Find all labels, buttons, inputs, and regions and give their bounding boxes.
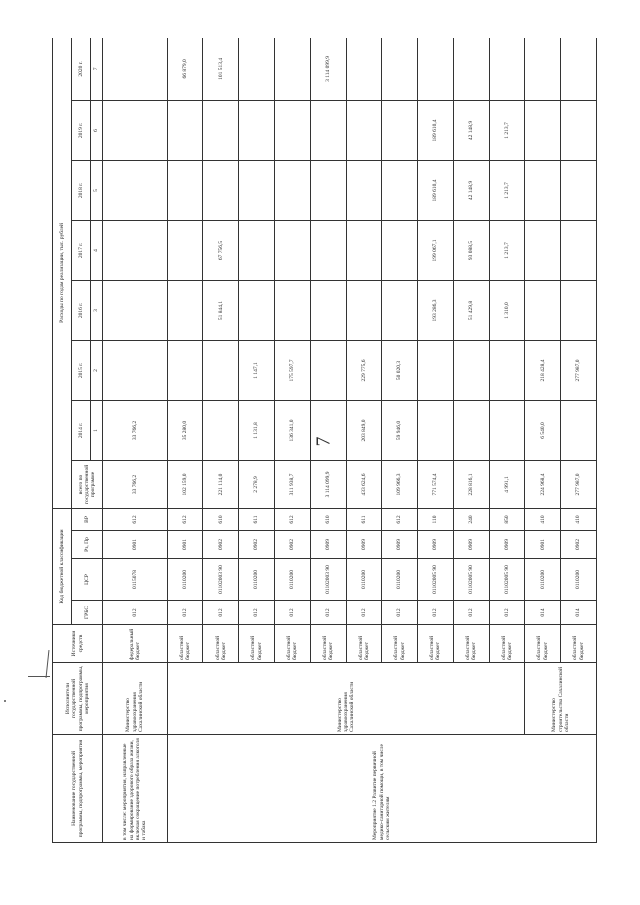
cell-2016: 193 286,3 <box>418 280 454 340</box>
cell-2019: 42 148,9 <box>453 100 489 160</box>
cell-2014 <box>418 400 454 460</box>
cell-2017: 1 213,7 <box>489 220 525 280</box>
cell-executor: Министерство здравоохранения Сахалинской области <box>103 663 168 735</box>
cell-2018 <box>525 160 561 220</box>
cell-2019 <box>561 100 597 160</box>
cell-total: 228 816,1 <box>453 460 489 508</box>
cell-2015: 277 987,0 <box>561 340 597 400</box>
table-row <box>525 38 561 843</box>
cell-executor: Министерство строительства Сахалинской области <box>525 663 597 735</box>
header-source: Источники средств <box>53 625 103 663</box>
cell-2014: 6 540,0 <box>525 400 561 460</box>
cell-vr: 612 <box>382 508 418 530</box>
budget-table <box>52 38 597 843</box>
cell-2017: 199 067,1 <box>418 220 454 280</box>
cell-total: 311 938,7 <box>274 460 310 508</box>
header-kbk: Код бюджетной классификации <box>53 508 72 624</box>
cell-2018: 42 148,9 <box>453 160 489 220</box>
cell-2014: 136 341,0 <box>274 400 310 460</box>
cell-csr: 01102005 90 <box>489 559 525 601</box>
cell-grbs: 014 <box>561 601 597 625</box>
scan-mark <box>46 650 50 678</box>
cell-2020: 101 513,4 <box>203 38 239 100</box>
header-executor: Исполнители государственной программы, подпрограммы, мероприятия <box>53 663 103 735</box>
cell-executor: Министерство здравоохранения Сахалинской области <box>167 663 525 735</box>
cell-total: 2 278,9 <box>239 460 275 508</box>
cell-source: областной бюджет <box>239 625 275 663</box>
cell-2015 <box>310 340 346 400</box>
header-year: 2016 г. <box>72 280 91 340</box>
cell-csr: 0110200 <box>239 559 275 601</box>
table-row <box>167 38 203 843</box>
cell-source: областной бюджет <box>203 625 239 663</box>
cell-2019 <box>274 100 310 160</box>
cell-2020 <box>382 38 418 100</box>
cell-2015: 218 428,4 <box>525 340 561 400</box>
cell-vr: 850 <box>489 508 525 530</box>
cell-source: областной бюджет <box>418 625 454 663</box>
cell-csr: 01102005 90 <box>453 559 489 601</box>
cell-2017 <box>274 220 310 280</box>
cell-2017 <box>239 220 275 280</box>
cell-rzpr: 0901 <box>525 531 561 559</box>
cell-2019 <box>203 100 239 160</box>
cell-rzpr: 0902 <box>561 531 597 559</box>
cell-2019 <box>310 100 346 160</box>
cell-rzpr: 0902 <box>203 531 239 559</box>
cell-total: 433 624,6 <box>346 460 382 508</box>
cell-rzpr: 0909 <box>453 531 489 559</box>
cell-source: областной бюджет <box>453 625 489 663</box>
header-year: 2018 г. <box>72 160 91 220</box>
cell-rzpr: 0902 <box>239 531 275 559</box>
cell-csr: 0110200 <box>561 559 597 601</box>
cell-grbs: 012 <box>167 601 203 625</box>
cell-source: областной бюджет <box>561 625 597 663</box>
cell-2018 <box>310 160 346 220</box>
cell-vr: 610 <box>310 508 346 530</box>
cell-2018 <box>167 160 203 220</box>
cell-2020: 3 114 099,9 <box>310 38 346 100</box>
cell-source: областной бюджет <box>346 625 382 663</box>
cell-2015: 50 020,3 <box>382 340 418 400</box>
cell-csr: 0115078 <box>103 559 168 601</box>
cell-2017 <box>103 220 168 280</box>
cell-2018 <box>346 160 382 220</box>
cell-2015 <box>418 340 454 400</box>
cell-2019 <box>382 100 418 160</box>
cell-grbs: 012 <box>489 601 525 625</box>
cell-2014 <box>489 400 525 460</box>
cell-csr: 0110200 <box>274 559 310 601</box>
header-rzpr: Рз, Пр <box>72 531 103 559</box>
cell-2020 <box>525 38 561 100</box>
index-cell: 3 <box>91 280 103 340</box>
cell-source: областной бюджет <box>310 625 346 663</box>
cell-2016 <box>167 280 203 340</box>
cell-grbs: 012 <box>103 601 168 625</box>
cell-2016 <box>525 280 561 340</box>
index-cell: 4 <box>91 220 103 280</box>
cell-2016 <box>561 280 597 340</box>
cell-2016 <box>310 280 346 340</box>
cell-grbs: 012 <box>274 601 310 625</box>
header-year: 2015 г. <box>72 340 91 400</box>
cell-rzpr: 0909 <box>418 531 454 559</box>
cell-vr: 110 <box>418 508 454 530</box>
cell-2020 <box>418 38 454 100</box>
cell-2017 <box>382 220 418 280</box>
cell-2016 <box>103 280 168 340</box>
cell-2016 <box>239 280 275 340</box>
cell-rzpr: 0909 <box>346 531 382 559</box>
cell-grbs: 012 <box>203 601 239 625</box>
cell-vr: 612 <box>103 508 168 530</box>
header-name: Наименование государственной программы, подпрограммы, мероприятия <box>53 735 103 843</box>
cell-grbs: 012 <box>418 601 454 625</box>
cell-2017: 93 088,5 <box>453 220 489 280</box>
header-year: 2020 г. <box>72 38 91 100</box>
cell-2019 <box>103 100 168 160</box>
cell-2016 <box>382 280 418 340</box>
cell-2015 <box>203 340 239 400</box>
cell-2015 <box>103 340 168 400</box>
cell-2016 <box>346 280 382 340</box>
cell-2017: 67 756,5 <box>203 220 239 280</box>
header-year: 2014 г. <box>72 400 91 460</box>
cell-2015: 1 147,1 <box>239 340 275 400</box>
budget-table-area <box>52 38 597 843</box>
cell-2018: 1 213,7 <box>489 160 525 220</box>
cell-2017 <box>346 220 382 280</box>
cell-2014 <box>453 400 489 460</box>
cell-2020 <box>561 38 597 100</box>
index-cell: 7 <box>91 38 103 100</box>
cell-2018 <box>103 160 168 220</box>
cell-2018 <box>274 160 310 220</box>
cell-vr: 410 <box>561 508 597 530</box>
cell-2014 <box>561 400 597 460</box>
cell-csr: 01102005 90 <box>418 559 454 601</box>
cell-2018 <box>203 160 239 220</box>
cell-vr: 612 <box>274 508 310 530</box>
cell-grbs: 012 <box>346 601 382 625</box>
index-cell: 2 <box>91 340 103 400</box>
cell-2020 <box>489 38 525 100</box>
cell-2014: 35 280,0 <box>167 400 203 460</box>
cell-2015 <box>167 340 203 400</box>
cell-2014: 1 131,8 <box>239 400 275 460</box>
cell-rzpr: 0909 <box>310 531 346 559</box>
cell-total: 109 966,3 <box>382 460 418 508</box>
scan-mark <box>4 700 6 702</box>
cell-2017 <box>167 220 203 280</box>
cell-2020 <box>274 38 310 100</box>
cell-total: 33 766,2 <box>103 460 168 508</box>
cell-2016: 1 310,0 <box>489 280 525 340</box>
cell-total: 221 114,0 <box>203 460 239 508</box>
cell-2019: 189 610,4 <box>418 100 454 160</box>
cell-rzpr: 0909 <box>382 531 418 559</box>
cell-source: областной бюджет <box>274 625 310 663</box>
header-vr: ВР <box>72 508 103 530</box>
cell-2016 <box>274 280 310 340</box>
cell-grbs: 012 <box>310 601 346 625</box>
cell-2020 <box>239 38 275 100</box>
cell-total: 771 574,4 <box>418 460 454 508</box>
index-cell: 6 <box>91 100 103 160</box>
index-cell: 5 <box>91 160 103 220</box>
header-year: 2019 г. <box>72 100 91 160</box>
cell-2020 <box>103 38 168 100</box>
cell-2019 <box>167 100 203 160</box>
cell-total: 224 968,4 <box>525 460 561 508</box>
cell-total: 3 114 099,9 <box>310 460 346 508</box>
cell-source: областной бюджет <box>489 625 525 663</box>
scan-mark <box>28 676 50 677</box>
cell-2014: 33 766,2 <box>103 400 168 460</box>
cell-total: 277 987,0 <box>561 460 597 508</box>
cell-2015 <box>489 340 525 400</box>
cell-2014: 203 849,0 <box>346 400 382 460</box>
cell-vr: 611 <box>239 508 275 530</box>
cell-vr: 611 <box>346 508 382 530</box>
cell-rzpr: 0902 <box>274 531 310 559</box>
cell-2015 <box>453 340 489 400</box>
index-cell: 1 <box>91 400 103 460</box>
cell-2019 <box>239 100 275 160</box>
cell-2014 <box>310 400 346 460</box>
cell-2014 <box>203 400 239 460</box>
cell-2018 <box>561 160 597 220</box>
cell-total: 4 991,1 <box>489 460 525 508</box>
cell-grbs: 014 <box>525 601 561 625</box>
header-year: 2017 г. <box>72 220 91 280</box>
cell-2020: 66 879,0 <box>167 38 203 100</box>
cell-name: Мероприятие 1.2 Развитие первичной медико-санитарной помощи, в том числе сельским жителям <box>167 735 596 843</box>
cell-grbs: 012 <box>239 601 275 625</box>
cell-2018: 189 610,4 <box>418 160 454 220</box>
cell-total: 102 159,0 <box>167 460 203 508</box>
cell-2015: 229 775,6 <box>346 340 382 400</box>
page-number: 7 <box>312 436 335 447</box>
cell-2017 <box>525 220 561 280</box>
cell-2018 <box>239 160 275 220</box>
cell-csr: 0110200 <box>346 559 382 601</box>
cell-csr: 01102003 90 <box>203 559 239 601</box>
table-row <box>103 38 168 843</box>
cell-vr: 612 <box>167 508 203 530</box>
cell-vr: 240 <box>453 508 489 530</box>
header-csr: ЦСР <box>72 559 103 601</box>
cell-2017 <box>310 220 346 280</box>
cell-2019 <box>525 100 561 160</box>
cell-rzpr: 0901 <box>103 531 168 559</box>
cell-2019: 1 213,7 <box>489 100 525 160</box>
cell-grbs: 012 <box>382 601 418 625</box>
cell-2017 <box>561 220 597 280</box>
cell-source: областной бюджет <box>525 625 561 663</box>
cell-2020 <box>453 38 489 100</box>
header-expenses: Расходы по годам реализации, тыс. рублей <box>53 38 72 508</box>
cell-vr: 610 <box>203 508 239 530</box>
cell-csr: 0110200 <box>167 559 203 601</box>
cell-rzpr: 0901 <box>167 531 203 559</box>
cell-csr: 0110200 <box>382 559 418 601</box>
cell-source: областной бюджет <box>167 625 203 663</box>
cell-vr: 410 <box>525 508 561 530</box>
cell-2016: 51 429,8 <box>453 280 489 340</box>
cell-csr: 0110200 <box>525 559 561 601</box>
cell-csr: 01102003 90 <box>310 559 346 601</box>
cell-2020 <box>346 38 382 100</box>
cell-name: в том числе: мероприятия, направленные на формирование здорового образа жизни, включая сокращение потребления алкоголя и табака <box>103 735 168 843</box>
cell-grbs: 012 <box>453 601 489 625</box>
header-grbs: ГРБС <box>72 601 103 625</box>
cell-rzpr: 0909 <box>489 531 525 559</box>
cell-2016: 51 844,1 <box>203 280 239 340</box>
cell-2019 <box>346 100 382 160</box>
cell-2015: 175 597,7 <box>274 340 310 400</box>
cell-source: федеральный бюджет <box>103 625 168 663</box>
cell-2018 <box>382 160 418 220</box>
cell-2014: 59 946,0 <box>382 400 418 460</box>
cell-source: областной бюджет <box>382 625 418 663</box>
header-total: всего по государственной программе <box>72 460 103 508</box>
